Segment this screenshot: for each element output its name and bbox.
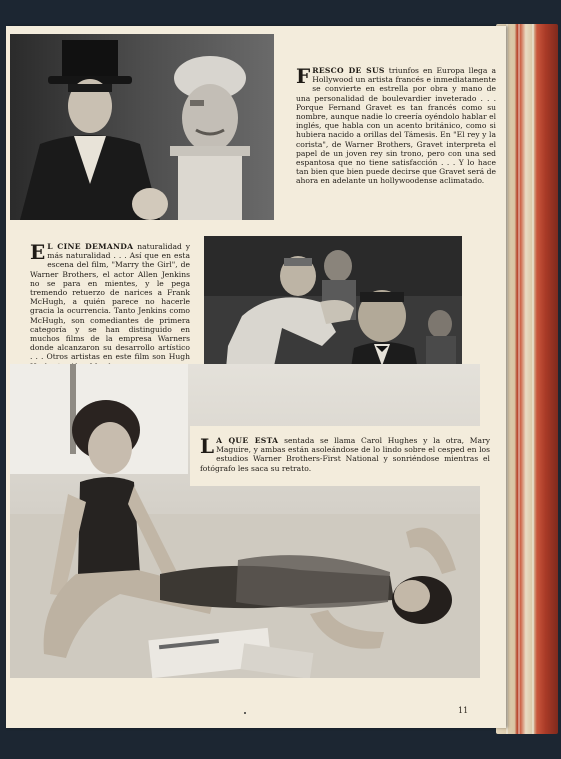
paragraph-body: triunfos en Europa llega a Hollywood un artista francés e inmediatamente se convierte en estrella por obra y mano de una personalidad de boulevardier inveterado . . . Porque Fernand Gravet es tan francés como su nombre, aunque nadie lo creería oyéndolo hablar el inglés, que habla con un acento británico, como si hubiera nacido a orillas del Támesis. En "El rey y la corista", de Warner Brothers, Gravet interpreta el papel de un joven rey sin trono, pero con una sed espantosa que no tiene satisfacción . . . Y lo hace tan bien que bien puede decirse que Gravet será de ahora en adelante un hollywoodense aclimatado. [296,66,497,186]
text-block-gravet [296,66,496,186]
paragraph-body: sentada se llama Carol Hughes y la otra, Mary Maguire, y ambas están asoleándose de lo lindo sobre el cesped en los estudios Warner Brothers-First National y sonriéndose mientras el fotógrafo les saca su retrato. [200,436,491,473]
photo-sunbathing-women [10,364,480,678]
page-number: 11 [458,706,469,715]
paragraph-body: naturalidad y más naturalidad . . . Así que en esta escena del film, "Marry the Girl", de Warner Brothers, el actor Allen Jenkins no se para en mientes, y le pega tremendo retuerzo de narices a Frank McHugh, a quién parece no hacerle gracia la ocurrencia. Tanto Jenkins como McHugh, son comediantes de primera categoría y se han distinguido en muchos films de la empresa Warners donde alcanzaron su desarrollo artístico . . . Otros artistas en este film son Hugh [30,242,190,362]
lead-words: A QUE ESTA [216,436,279,445]
magazine-page [6,26,506,728]
dropcap-l: L [200,434,215,458]
photo-gravet-bust [10,34,274,220]
print-dot [244,712,246,714]
lead-words: RESCO DE SUS [312,66,385,75]
text-block-jenkins [30,242,190,371]
lead-words: L CINE DEMANDA [47,242,134,251]
dropcap-f: F [296,64,311,88]
text-block-hughes-maguire [200,436,490,473]
dropcap-e: E [30,240,46,264]
